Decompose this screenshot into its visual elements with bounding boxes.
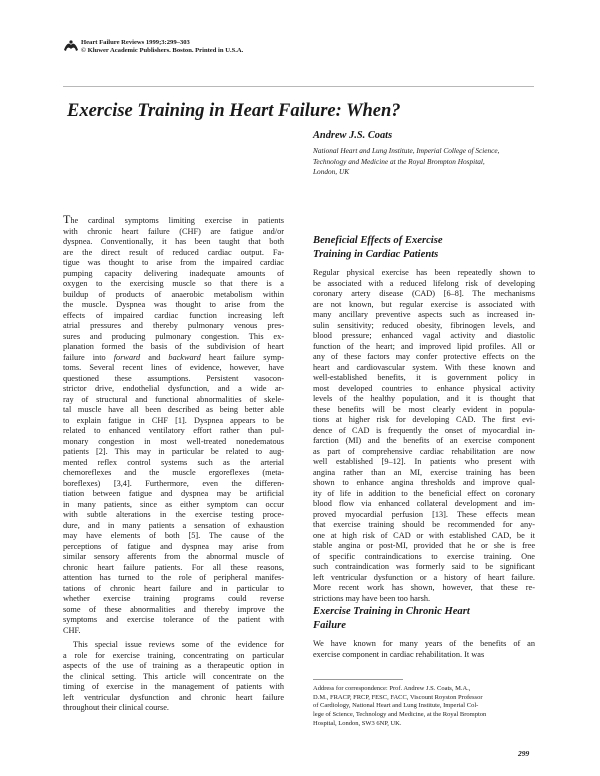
text-line: may have elements of both [5]. The cause of the	[63, 531, 284, 540]
text-line: CHF.	[63, 625, 81, 635]
text-line: left ventricular dysfunction and chronic heart failure	[63, 692, 284, 702]
footnote-line: D.M., FRACP, FRCP, FESC, FACC, Viscount Royston Professor	[313, 693, 483, 701]
text-line: timing of exercise in the management of patients with	[63, 682, 284, 691]
text-line-rest: he cardinal symptoms limiting exercise in patients	[70, 216, 284, 225]
footnote-rule	[313, 679, 403, 680]
text-line: any of these factors may confer protective effects on the	[313, 352, 535, 361]
text-line: function of the heart; and improved lipid profiles. All or	[313, 341, 535, 351]
journal-citation: Heart Failure Reviews 1999;3:299–303	[81, 39, 190, 46]
footnote-line: lege of Science, Technology and Medicine, at the Royal Brompton	[313, 711, 487, 719]
publisher-logo-icon	[63, 39, 79, 53]
intro-paragraph	[63, 214, 284, 636]
text-line: heart and cardiovascular system. With these known and	[313, 362, 535, 372]
text-line: attention has turned to the role of peripheral manifes-	[63, 573, 284, 582]
text-line: are the direct result of reduced cardiac output. Fa-	[63, 247, 284, 257]
text-line: sures and producing pulmonary congestion. This ex-	[63, 331, 284, 341]
text-line: tiation between fatigue and dyspnea may be artificial	[63, 489, 284, 498]
text-line: throughout their clinical course.	[63, 703, 169, 712]
text-line: oxygen to the exercising muscle so that there is a	[63, 279, 284, 288]
text-line: as part of comprehensive cardiac rehabilitation are now	[313, 446, 535, 456]
text-line	[63, 214, 284, 227]
beneficial-effects-paragraph	[313, 268, 535, 604]
text-line: We have known for many years of the benefits of an	[313, 639, 535, 648]
text-line: well-established benefits, it is government policy in	[313, 373, 535, 382]
text-line: these benefits will be most clearly evident in popula-	[313, 404, 535, 414]
text-line: tal muscle have all been described as being better able	[63, 405, 284, 414]
text-line: that exercise training should be recommended for any-	[313, 520, 535, 529]
text-line: in many patients, since as either symptom can occur	[63, 499, 284, 509]
text-line: with chronic heart failure (CHF) are fatigue and/or	[63, 226, 284, 236]
text-line: of specific contraindications to exercise training. One	[313, 551, 535, 561]
text-line: toms. Several recent lines of evidence, however, have	[63, 363, 284, 372]
text-line: monary congestion in most well-treated nonedematous	[63, 436, 284, 446]
text-line: similar sensory afferents from the abnormal muscle of	[63, 552, 284, 561]
text-line: most developed countries to enhance physical activity	[313, 383, 535, 393]
text-line: dure, and in many patients a sensation of exhaustion	[63, 520, 284, 530]
text-line: chronic heart failure patients. For all these reasons,	[63, 562, 284, 572]
correspondence-footnote	[313, 685, 535, 729]
text-line: planation formed the basis of the subdivision of heart	[63, 342, 284, 351]
text-line: tions at higher risk for developing CAD. The first evi-	[313, 415, 535, 424]
text-line: well established [9–12]. In patients who present with	[313, 457, 535, 466]
text-line: questioned these assumptions. Persistent vasocon-	[63, 373, 284, 383]
text-line: symptoms and exercise tolerance of the patient with	[63, 615, 284, 624]
text-line: dence of CAD is frequently the onset of myocardial in-	[313, 425, 535, 435]
article-title: Exercise Training in Heart Failure: When?	[67, 101, 401, 121]
text-line: More recent work has shown, however, that these re-	[313, 583, 535, 592]
footnote-line: of Cardiology, National Heart and Lung Institute, Imperial Col-	[313, 702, 479, 710]
text-line: mented reflex control systems such as the arterial	[63, 457, 284, 467]
text-line: dyspnea. Conventionally, it has been taught that both	[63, 237, 284, 246]
text-line: the clinical setting. This article will concentrate on the	[63, 671, 284, 681]
text-line: blood pressure; enhanced vagal activity and diastolic	[313, 331, 535, 340]
text-line: effects of impaired cardiac function increasing left	[63, 310, 284, 320]
text-line: some of these abnormalities and thereby improve the	[63, 604, 284, 614]
left-column	[63, 214, 284, 714]
text-line: perceptions of fatigue and dyspnea may arise from	[63, 541, 284, 551]
affiliation-line: National Heart and Lung Institute, Imperial College of Science,	[313, 146, 500, 155]
header-rule	[63, 86, 534, 87]
text-line: sulin sensitivity; reduced obesity, fibrinogen levels, and	[313, 320, 535, 330]
text-line: be associated with a reduced lifelong risk of developing	[313, 278, 535, 288]
text-line: coronary artery disease (CAD) [6–8]. The mechanisms	[313, 289, 535, 298]
text-line: levels of the healthy population, and it is thought that	[313, 394, 535, 403]
text-line: proved myocardial perfusion [13]. These effects mean	[313, 509, 535, 519]
text-line: buildup of products of anaerobic metabolism within	[63, 289, 284, 299]
section-heading-chronic-heart-failure: Exercise Training in Chronic Heart Failure	[313, 606, 470, 631]
chronic-heart-failure-paragraph	[313, 639, 535, 660]
text-line: stable angina or post-MI, provided that he or she is free	[313, 541, 535, 550]
text-line: angina rather than an MI, exercise training has been	[313, 467, 535, 477]
affiliation-line: London, UK	[313, 167, 350, 177]
text-line: tations of chronic heart failure and in particular to	[63, 583, 284, 593]
section-heading-beneficial-effects: Beneficial Effects of Exercise Training in Cardiac Patients	[313, 235, 443, 260]
footnote-line: Address for correspondence: Prof. Andrew J.S. Coats, M.A.,	[313, 685, 471, 692]
text-line: ray of structural and functional abnormalities of skele-	[63, 394, 284, 404]
journal-header	[63, 39, 363, 56]
author-name: Andrew J.S. Coats	[313, 130, 393, 141]
text-line: to explain fatigue in CHF [1]. Dyspnea appears to be	[63, 415, 284, 425]
text-line: failure into forward and backward heart failure symp-	[63, 352, 284, 362]
text-line: This special issue reviews some of the evidence for	[73, 640, 284, 649]
text-line: related to enhanced ventilatory effort rather than pul-	[63, 426, 284, 435]
text-line: many ancillary preventive aspects such as increased in-	[313, 310, 535, 319]
text-line: aspects of the use of training as a therapeutic option in	[63, 661, 284, 670]
text-line: the muscle. Dyspnea was thought to arise from the	[63, 300, 284, 309]
journal-copyright: © Kluwer Academic Publishers. Boston. Printed in U.S.A.	[81, 47, 244, 55]
text-line: tigue was thought to arise from the impaired cardiac	[63, 258, 284, 267]
text-line: such contraindication was formerly said to be significant	[313, 562, 535, 571]
author-block	[313, 129, 533, 178]
text-line: patients [2]. This may in particular be related to aug-	[63, 447, 284, 456]
text-line: strictor drive, endothelial dysfunction, and a wide ar-	[63, 384, 284, 393]
scope-paragraph	[63, 640, 284, 714]
text-line: exercise component in cardiac rehabilitation. It was	[313, 649, 485, 659]
text-line: are not known, but regular exercise is associated with	[313, 299, 535, 309]
text-line: boreflexes) [3,4]. Furthermore, even the differen-	[63, 478, 284, 488]
text-line: one at high risk of CAD or with established CAD, be it	[313, 530, 535, 540]
text-line: Regular physical exercise has been repeatedly shown to	[313, 268, 535, 277]
text-line: whether exercise training programs could reverse	[63, 594, 284, 603]
footnote-line: Hospital, London, SW3 6NP, UK.	[313, 719, 402, 727]
text-line: atrial pressures and thereby pulmonary venous pres-	[63, 321, 284, 330]
text-line: strictions may have been too harsh.	[313, 593, 431, 603]
text-line: shown to enhance angina thresholds and improve qual-	[313, 478, 535, 487]
text-line: ity of life in addition to the beneficial effect on coronary	[313, 488, 535, 498]
text-line: chemoreflexes and the muscle ergoreflexes (meta-	[63, 468, 284, 477]
text-line: with subtle alterations in the exercise testing proce-	[63, 510, 284, 519]
drop-cap: T	[63, 212, 71, 226]
text-line: left ventricular dysfunction or a history of heart failure.	[313, 572, 535, 582]
affiliation-line: Technology and Medicine at the Royal Brompton Hospital,	[313, 156, 485, 166]
text-line: blood flow via enhanced collateral development and im-	[313, 499, 535, 508]
text-line: farction (MI) and the benefits of an exercise component	[313, 436, 535, 445]
text-line: a role for exercise training, concentrating on particular	[63, 650, 284, 660]
page-number: 299	[518, 749, 530, 758]
text-line: pumping capacity delivering inadequate amounts of	[63, 268, 284, 278]
